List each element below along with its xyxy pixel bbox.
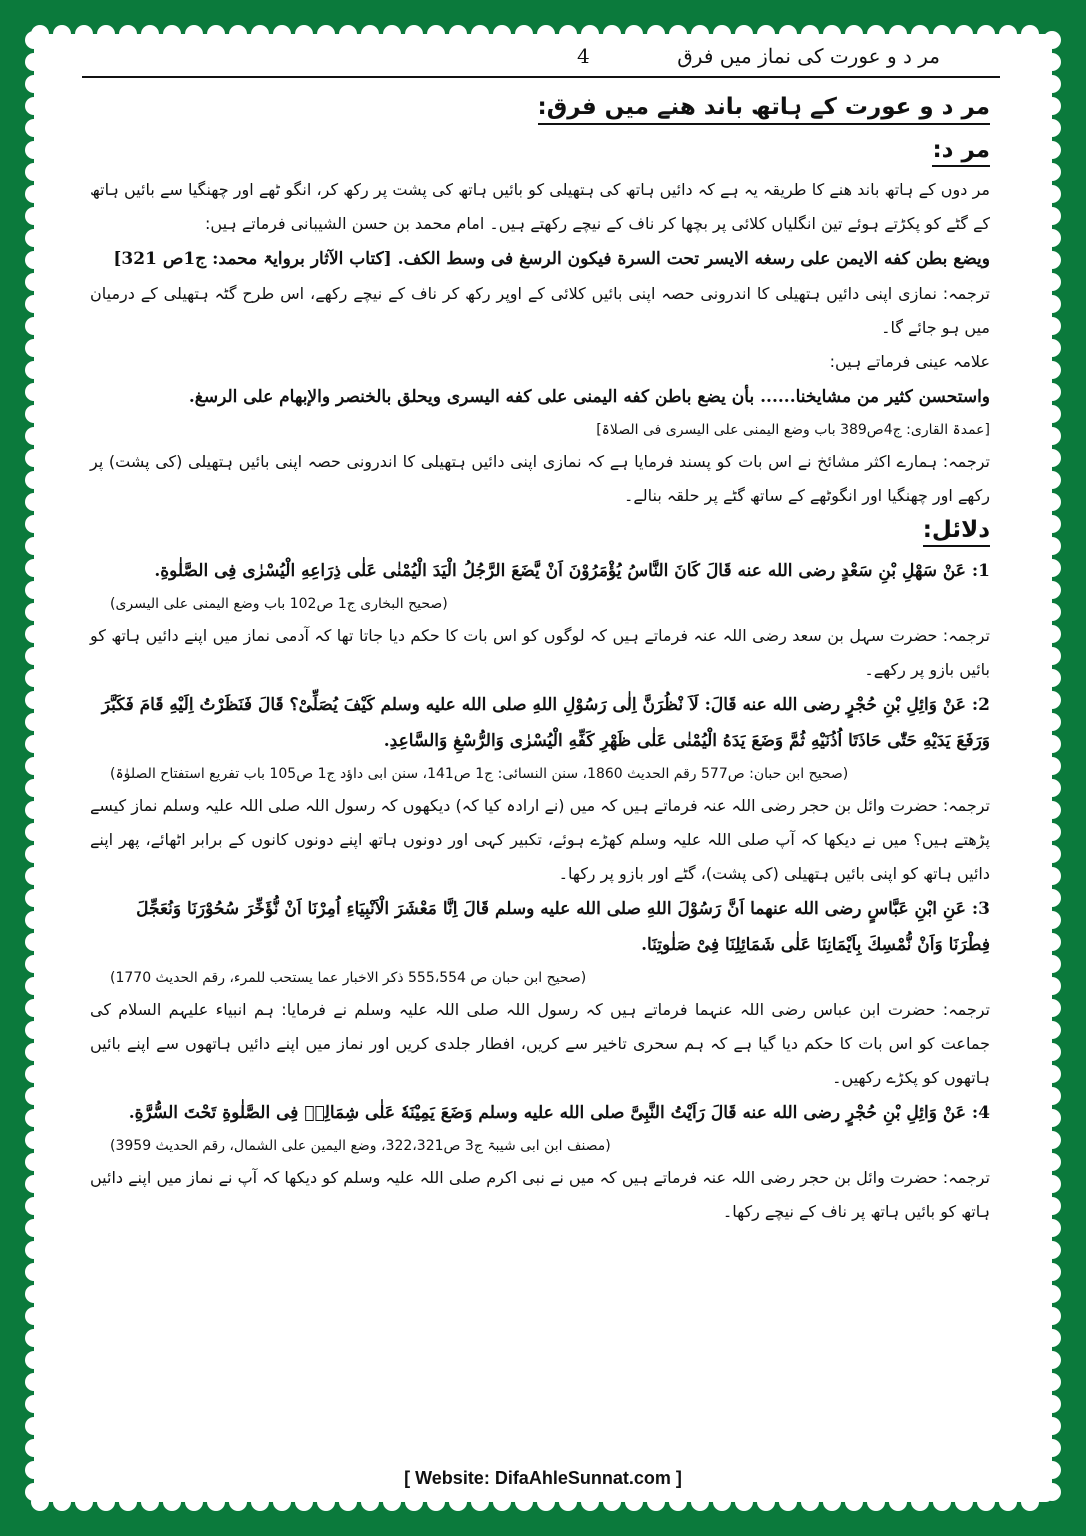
website-footer[interactable]: [ Website: DifaAhleSunnat.com ] (404, 1468, 682, 1488)
proof-3-reference: (صحیح ابن حبان ص 555،554 ذکر الاخبار عما یستحب للمرء، رقم الحدیث 1770) (110, 970, 587, 986)
proof-3-translation: ترجمہ: حضرت ابن عباس رضی اللہ عنہما فرماتے ہیں کہ رسول اللہ صلی اللہ علیہ وسلم نے فرمایا: ہم انبیاء علیہم السلام کی جماعت کو اس بات کا حکم دیا گیا ہے کہ ہم سحری تاخیر سے کریں، افطار جلدی کریں اور نماز میں اپنے دائیں ہاتھوں سے اپنے بائیں ہاتھوں کو پکڑے رکھیں۔ (90, 1000, 990, 1087)
men-heading: مر د: (932, 137, 990, 167)
men-paragraph: مر دوں کے ہاتھ باند ھنے کا طریقہ یہ ہے کہ دائیں ہاتھ کی ہتھیلی کو بائیں ہاتھ کی پشت پر رکھ کر، انگو ٹھے اور چھنگیا سے بائیں ہاتھ کے گٹے کو پکڑتے ہوئے تین انگلیاں کلائی پر بچھا کر ناف کے نیچے رکھتے ہیں۔ امام محمد بن حسن الشیبانی فرماتے ہیں: (90, 180, 990, 233)
document-page (70, 34, 1000, 1494)
proof-4-translation: ترجمہ: حضرت وائل بن حجر رضی اللہ عنہ فرماتے ہیں کہ میں نے نبی اکرم صلی اللہ علیہ وسلم کو دیکھا کہ آپ نے نماز میں اپنے دائیں ہاتھ کو بائیں ہاتھ پر ناف کے نیچے رکھا۔ (90, 1168, 990, 1221)
proof-2-translation: ترجمہ: حضرت وائل بن حجر رضی اللہ عنہ فرماتے ہیں کہ میں (نے ارادہ کیا کہ) دیکھوں کہ رسول اللہ صلی اللہ علیہ وسلم نماز کیسے پڑھتے ہیں؟ میں نے دیکھا کہ آپ صلی اللہ علیہ وسلم کھڑے ہوئے، تکبیر کہی اور دونوں ہاتھ اپنے دونوں کانوں کے برابر اٹھائے، پھر اپنے دائیں ہاتھ کو اپنی بائیں ہتھیلی (کی پشت)، گٹے اور بازو پر رکھا۔ (90, 796, 990, 883)
proof-2-reference: (صحیح ابن حبان: ص577 رقم الحدیث 1860، سنن النسائی: ج1 ص141، سنن ابی داؤد ج1 ص105 باب تفریع استفتاح الصلوٰۃ) (110, 766, 849, 782)
main-heading: مر د و عورت کے ہاتھ باند ھنے میں فرق: (538, 94, 991, 125)
proof-1-arabic: 1: عَنْ سَهْلِ بْنِ سَعْدٍ رضی الله عنه قَالَ کَانَ النَّاسُ یُؤْمَرُوْنَ اَنْ یَّضَعَ الرَّجُلُ الْیَدَ الْیُمْنٰی عَلٰی ذِرَاعِهِ الْیُسْرٰی فِی الصَّلٰوةِ. (154, 561, 990, 581)
reference-ayni: [عمدۃ القاری: ج4ص389 باب وضع الیمنی علی الیسری فی الصلاۃ] (596, 422, 990, 438)
proof-1-translation: ترجمہ: حضرت سہل بن سعد رضی اللہ عنہ فرماتے ہیں کہ لوگوں کو اس بات کا حکم دیا جاتا تھا کہ آدمی نماز میں اپنے دائیں ہاتھ کو بائیں بازو پر رکھے۔ (90, 626, 990, 679)
proofs-heading-wrap (90, 513, 1000, 553)
translation-athar: ترجمہ: نمازی اپنی دائیں ہتھیلی کا اندرونی حصہ اپنی بائیں کلائی کے اوپر رکھ کر ناف کے نیچے رکھے، اس طرح گٹہ ہتھیلی کے درمیان میں ہو جائے گا۔ (90, 284, 990, 337)
page-content (90, 94, 1000, 1229)
page-number: 4 (577, 44, 590, 68)
translation-ayni: ترجمہ: ہمارے اکثر مشائخ نے اس بات کو پسند فرمایا ہے کہ نمازی اپنی دائیں ہتھیلی کا اندرونی حصہ اپنی بائیں ہتھیلی (کی پشت) پر رکھے اور چھنگیا اور انگوٹھے کے ساتھ گٹے پر حلقہ بنالے۔ (90, 452, 990, 505)
arabic-quote-ayni: واستحسن کثیر من مشایخنا...... بأن یضع باطن کفه الیمنی علی کفه الیسری ویحلق بالخنصر والإبهام علی الرسغ. (188, 387, 990, 407)
allama-intro: علامہ عینی فرماتے ہیں: (829, 352, 990, 371)
proof-1-reference: (صحیح البخاری ج1 ص102 باب وضع الیمنی علی الیسری) (110, 596, 448, 612)
main-heading-wrap (90, 94, 1000, 133)
proofs-heading: دلائل: (923, 517, 990, 547)
page-header (82, 42, 1000, 78)
proof-4-reference: (مصنف ابن ابی شیبۃ ج3 ص322،321، وضع الیمین علی الشمال، رقم الحدیث 3959) (110, 1138, 611, 1154)
men-heading-wrap (90, 133, 1000, 173)
proof-2-arabic: 2: عَنْ وَائِلِ بْنِ حُجْرٍ رضی الله عنه قَالَ: لَاَ نْظُرَنَّ اِلٰی رَسُوْلِ اللهِ صلی الله علیه وسلم کَیْفَ یُصَلِّیْ؟ قَالَ فَنَظَرْتُ اِلَیْهِ قَامَ فَکَبَّرَ وَرَفَعَ یَدَیْهِ حَتّٰی حَاذَتَا اُذُنَیْهِ ثُمَّ وَضَعَ یَدَهُ الْیُمْنٰی عَلٰی ظَهْرِ کَفِّهِ الْیُسْرٰی وَالرُّسْغِ وَالسَّاعِدِ. (101, 695, 990, 751)
proof-4-arabic: 4: عَنْ وَائِلِ بْنِ حُجْرٍ رضی الله عنه قَالَ رَاَیْتُ النَّبِیَّ صلی الله علیه وسلم وَضَعَ یَمِیْنَهٗ عَلٰی شِمَالِهٖ فِی الصَّلٰوةِ تَحْتَ السُّرَّةِ. (128, 1103, 990, 1123)
header-title: مر د و عورت کی نماز میں فرق (677, 44, 940, 68)
arabic-quote-athar: ویضع بطن کفه الایمن علی رسغه الایسر تحت السرة فیکون الرسغ فی وسط الکف. [کتاب الآثار بروایۃ محمد: ج1ص 321] (113, 249, 990, 269)
proof-3-arabic: 3: عَنِ ابْنِ عَبَّاسٍ رضی الله عنهما اَنَّ رَسُوْلَ اللهِ صلی الله علیه وسلم قَالَ اِنَّا مَعْشَرَ الْاَنْبِیَاءِ اُمِرْنَا اَنْ نُّؤَخِّرَ سُحُوْرَنَا وَنُعَجِّلَ فِطْرَنَا وَاَنْ نُّمْسِكَ بِاَیْمَانِنَا عَلٰی شَمَائِلِنَا فِیْ صَلٰوتِنَا. (136, 899, 990, 955)
